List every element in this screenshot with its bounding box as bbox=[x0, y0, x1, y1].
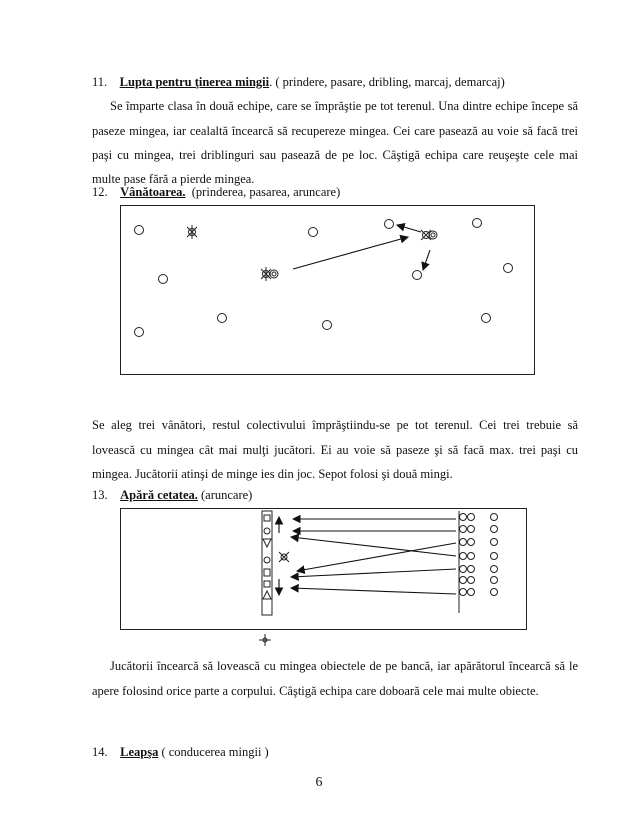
defender-icon bbox=[279, 552, 289, 562]
paragraph-line: Se împarte clasa în două echipe, care se împrăştie pe tot terenul. Una dintre echipe începe să bbox=[110, 99, 578, 113]
ball-icon bbox=[429, 231, 437, 239]
section-title: Apără cetatea. bbox=[120, 488, 198, 502]
ball-icon bbox=[270, 270, 278, 278]
paragraph-line: Se aleg trei vânători, restul colectivului împrăştiindu-se pe tot terenul. Cei trei trebuie să bbox=[92, 418, 578, 432]
paragraph-line: Jucătorii încearcă să lovească cu mingea obiectele de pe bancă, iar apărătorul încearcă să le bbox=[110, 659, 578, 673]
player-circle bbox=[413, 271, 422, 280]
section-11-heading bbox=[92, 74, 578, 90]
paragraph-line: apere folosind orice parte a corpului. Câştigă echipa care doboară cele mai multe obiecte. bbox=[92, 684, 539, 698]
paragraph-line: multe pase fără a pierde mingea. bbox=[92, 172, 255, 186]
section-subtitle: . ( prindere, pasare, dribling, marcaj, demarcaj) bbox=[269, 75, 505, 89]
section-13-heading bbox=[92, 487, 578, 503]
section-number: 12. bbox=[92, 185, 108, 199]
hunter-icon bbox=[187, 225, 197, 239]
paragraph-line: lovească cu mingea cât mai mulţi jucători. Ei au voie să paseze şi să facă max. trei paşi cu bbox=[92, 443, 578, 457]
target-object bbox=[263, 591, 271, 599]
section-number: 14. bbox=[92, 745, 108, 759]
player-circle bbox=[323, 321, 332, 330]
pass-arrow bbox=[397, 225, 421, 232]
section-number: 11. bbox=[92, 75, 108, 89]
section-number: 13. bbox=[92, 488, 108, 502]
target-object bbox=[264, 581, 270, 587]
pass-arrow bbox=[423, 250, 430, 270]
player-circle bbox=[482, 314, 491, 323]
fortress-drawing bbox=[121, 509, 526, 629]
player-circle bbox=[218, 314, 227, 323]
section-12-heading bbox=[92, 184, 578, 200]
spectator-icon bbox=[258, 633, 272, 647]
section-subtitle: (prinderea, pasarea, aruncare) bbox=[191, 185, 341, 199]
target-object bbox=[263, 539, 271, 547]
defend-fortress-diagram bbox=[120, 508, 527, 630]
throwers-column bbox=[460, 514, 498, 596]
player-circle bbox=[135, 226, 144, 235]
player-circle bbox=[135, 328, 144, 337]
paragraph-line: paseze mingea, iar cealaltă încearcă să recupereze mingea. Cei care pasează au voie să facă trei bbox=[92, 124, 578, 138]
player-circle bbox=[504, 264, 513, 273]
hunting-field-diagram bbox=[120, 205, 535, 375]
target-object bbox=[264, 569, 270, 576]
throw-arrow bbox=[291, 588, 456, 594]
player-circle bbox=[309, 228, 318, 237]
paragraph-line: paşi cu mingea, trei driblinguri sau pasează de pe loc. Câştigă echipa care reuşeşte cele mai bbox=[92, 148, 578, 162]
target-object bbox=[264, 528, 270, 534]
pass-arrow bbox=[293, 237, 408, 269]
target-object bbox=[264, 557, 270, 563]
page-number: 6 bbox=[315, 775, 323, 790]
section-14-heading bbox=[92, 744, 578, 760]
player-circle bbox=[159, 275, 168, 284]
player-circle bbox=[473, 219, 482, 228]
section-title: Vânătoarea. bbox=[120, 185, 186, 199]
section-title: Leapşa bbox=[120, 745, 159, 759]
section-subtitle: (aruncare) bbox=[201, 488, 253, 502]
section-subtitle: ( conducerea mingii ) bbox=[161, 745, 269, 759]
field-drawing bbox=[121, 206, 534, 374]
throw-arrow bbox=[291, 569, 456, 577]
throw-arrow bbox=[291, 537, 456, 556]
paragraph-line: mingea. Jucătorii atinşi de minge ies din joc. Sepot folosi şi două mingi. bbox=[92, 467, 453, 481]
player-circle bbox=[385, 220, 394, 229]
target-object bbox=[264, 515, 270, 521]
section-title: Lupta pentru ţinerea mingii bbox=[119, 75, 270, 89]
